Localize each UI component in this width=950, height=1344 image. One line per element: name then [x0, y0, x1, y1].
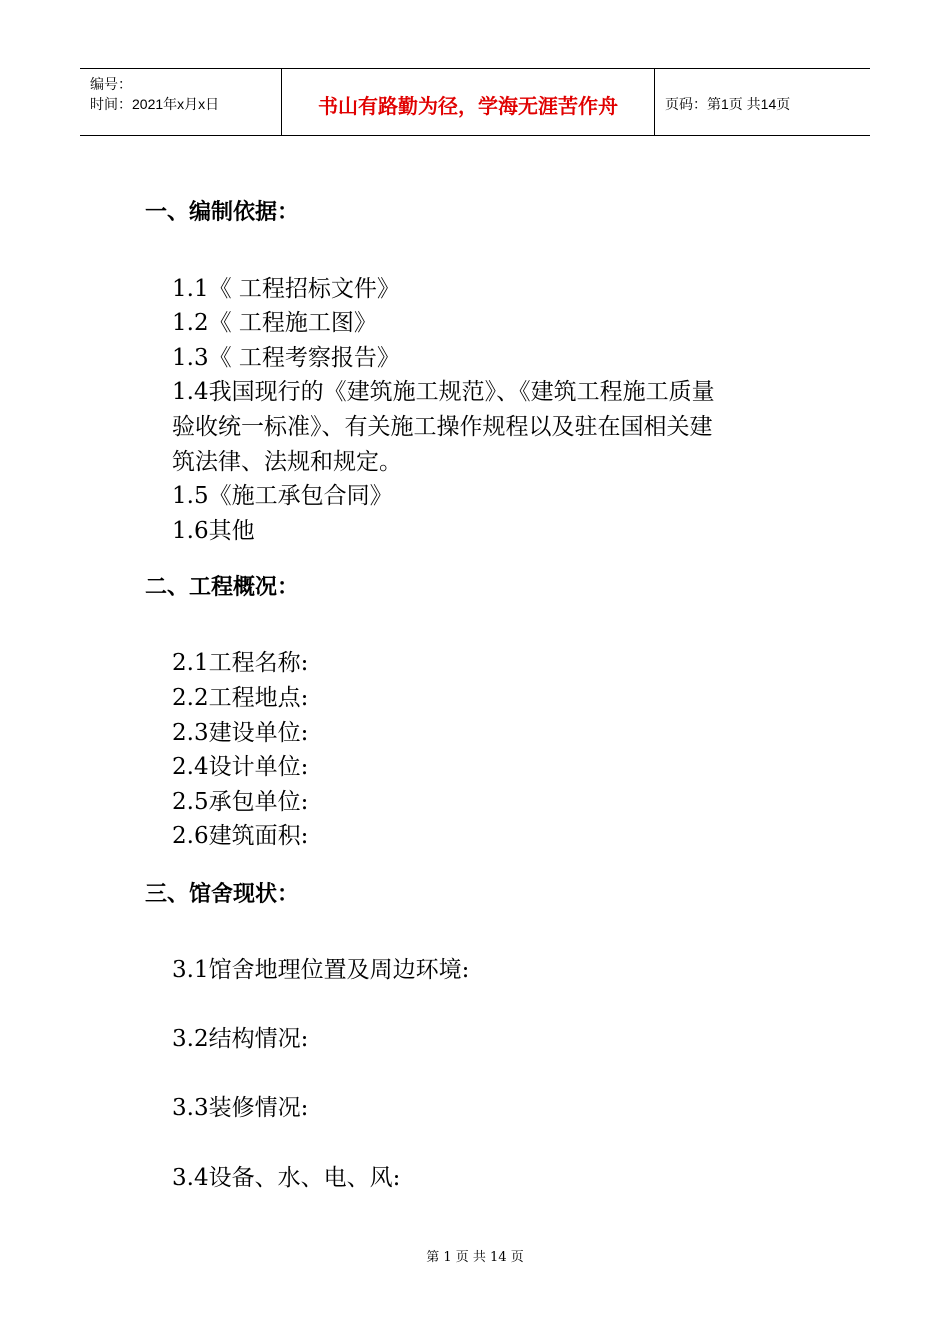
section-title-basis: 一、编制依据：	[145, 200, 300, 225]
list-item: 1.1《 工程招标文件》	[172, 276, 400, 302]
list-item: 3.4设备、水、电、风:	[172, 1165, 401, 1191]
list-item: 1.4我国现行的《建筑施工规范》、《建筑工程施工质量	[172, 379, 715, 405]
document-number: 编号：	[90, 76, 132, 92]
header-page-number: 页码：第1页 共14页	[665, 96, 791, 112]
list-item: 2.3建设单位:	[172, 720, 309, 746]
document-date: 时间：2021年x月x日	[90, 96, 220, 112]
list-item: 1.5《施工承包合同》	[172, 483, 393, 509]
list-item: 筑法律、法规和规定。	[172, 449, 402, 475]
list-item: 1.3《 工程考察报告》	[172, 345, 400, 371]
list-item: 3.1馆舍地理位置及周边环境:	[172, 957, 470, 983]
list-item: 3.2结构情况:	[172, 1026, 309, 1052]
header-meta	[80, 69, 282, 135]
list-item: 2.4设计单位:	[172, 754, 309, 780]
list-item: 1.6其他	[172, 518, 255, 544]
header-motto: 书山有路勤为径，学海无涯苦作舟	[282, 69, 655, 135]
list-item: 2.2工程地点:	[172, 685, 309, 711]
list-item: 2.6建筑面积:	[172, 823, 309, 849]
list-item: 验收统一标准》、有关施工操作规程以及驻在国相关建	[172, 414, 713, 440]
list-item: 3.3装修情况:	[172, 1095, 309, 1121]
page-footer: 第 1 页 共 14 页	[426, 1250, 524, 1265]
section-title-overview: 二、工程概况：	[145, 575, 300, 600]
list-item: 2.5承包单位:	[172, 789, 309, 815]
section-title-status: 三、馆舍现状：	[145, 882, 300, 907]
list-item: 2.1工程名称:	[172, 650, 309, 676]
page-header	[80, 68, 870, 136]
list-item: 1.2《 工程施工图》	[172, 310, 377, 336]
